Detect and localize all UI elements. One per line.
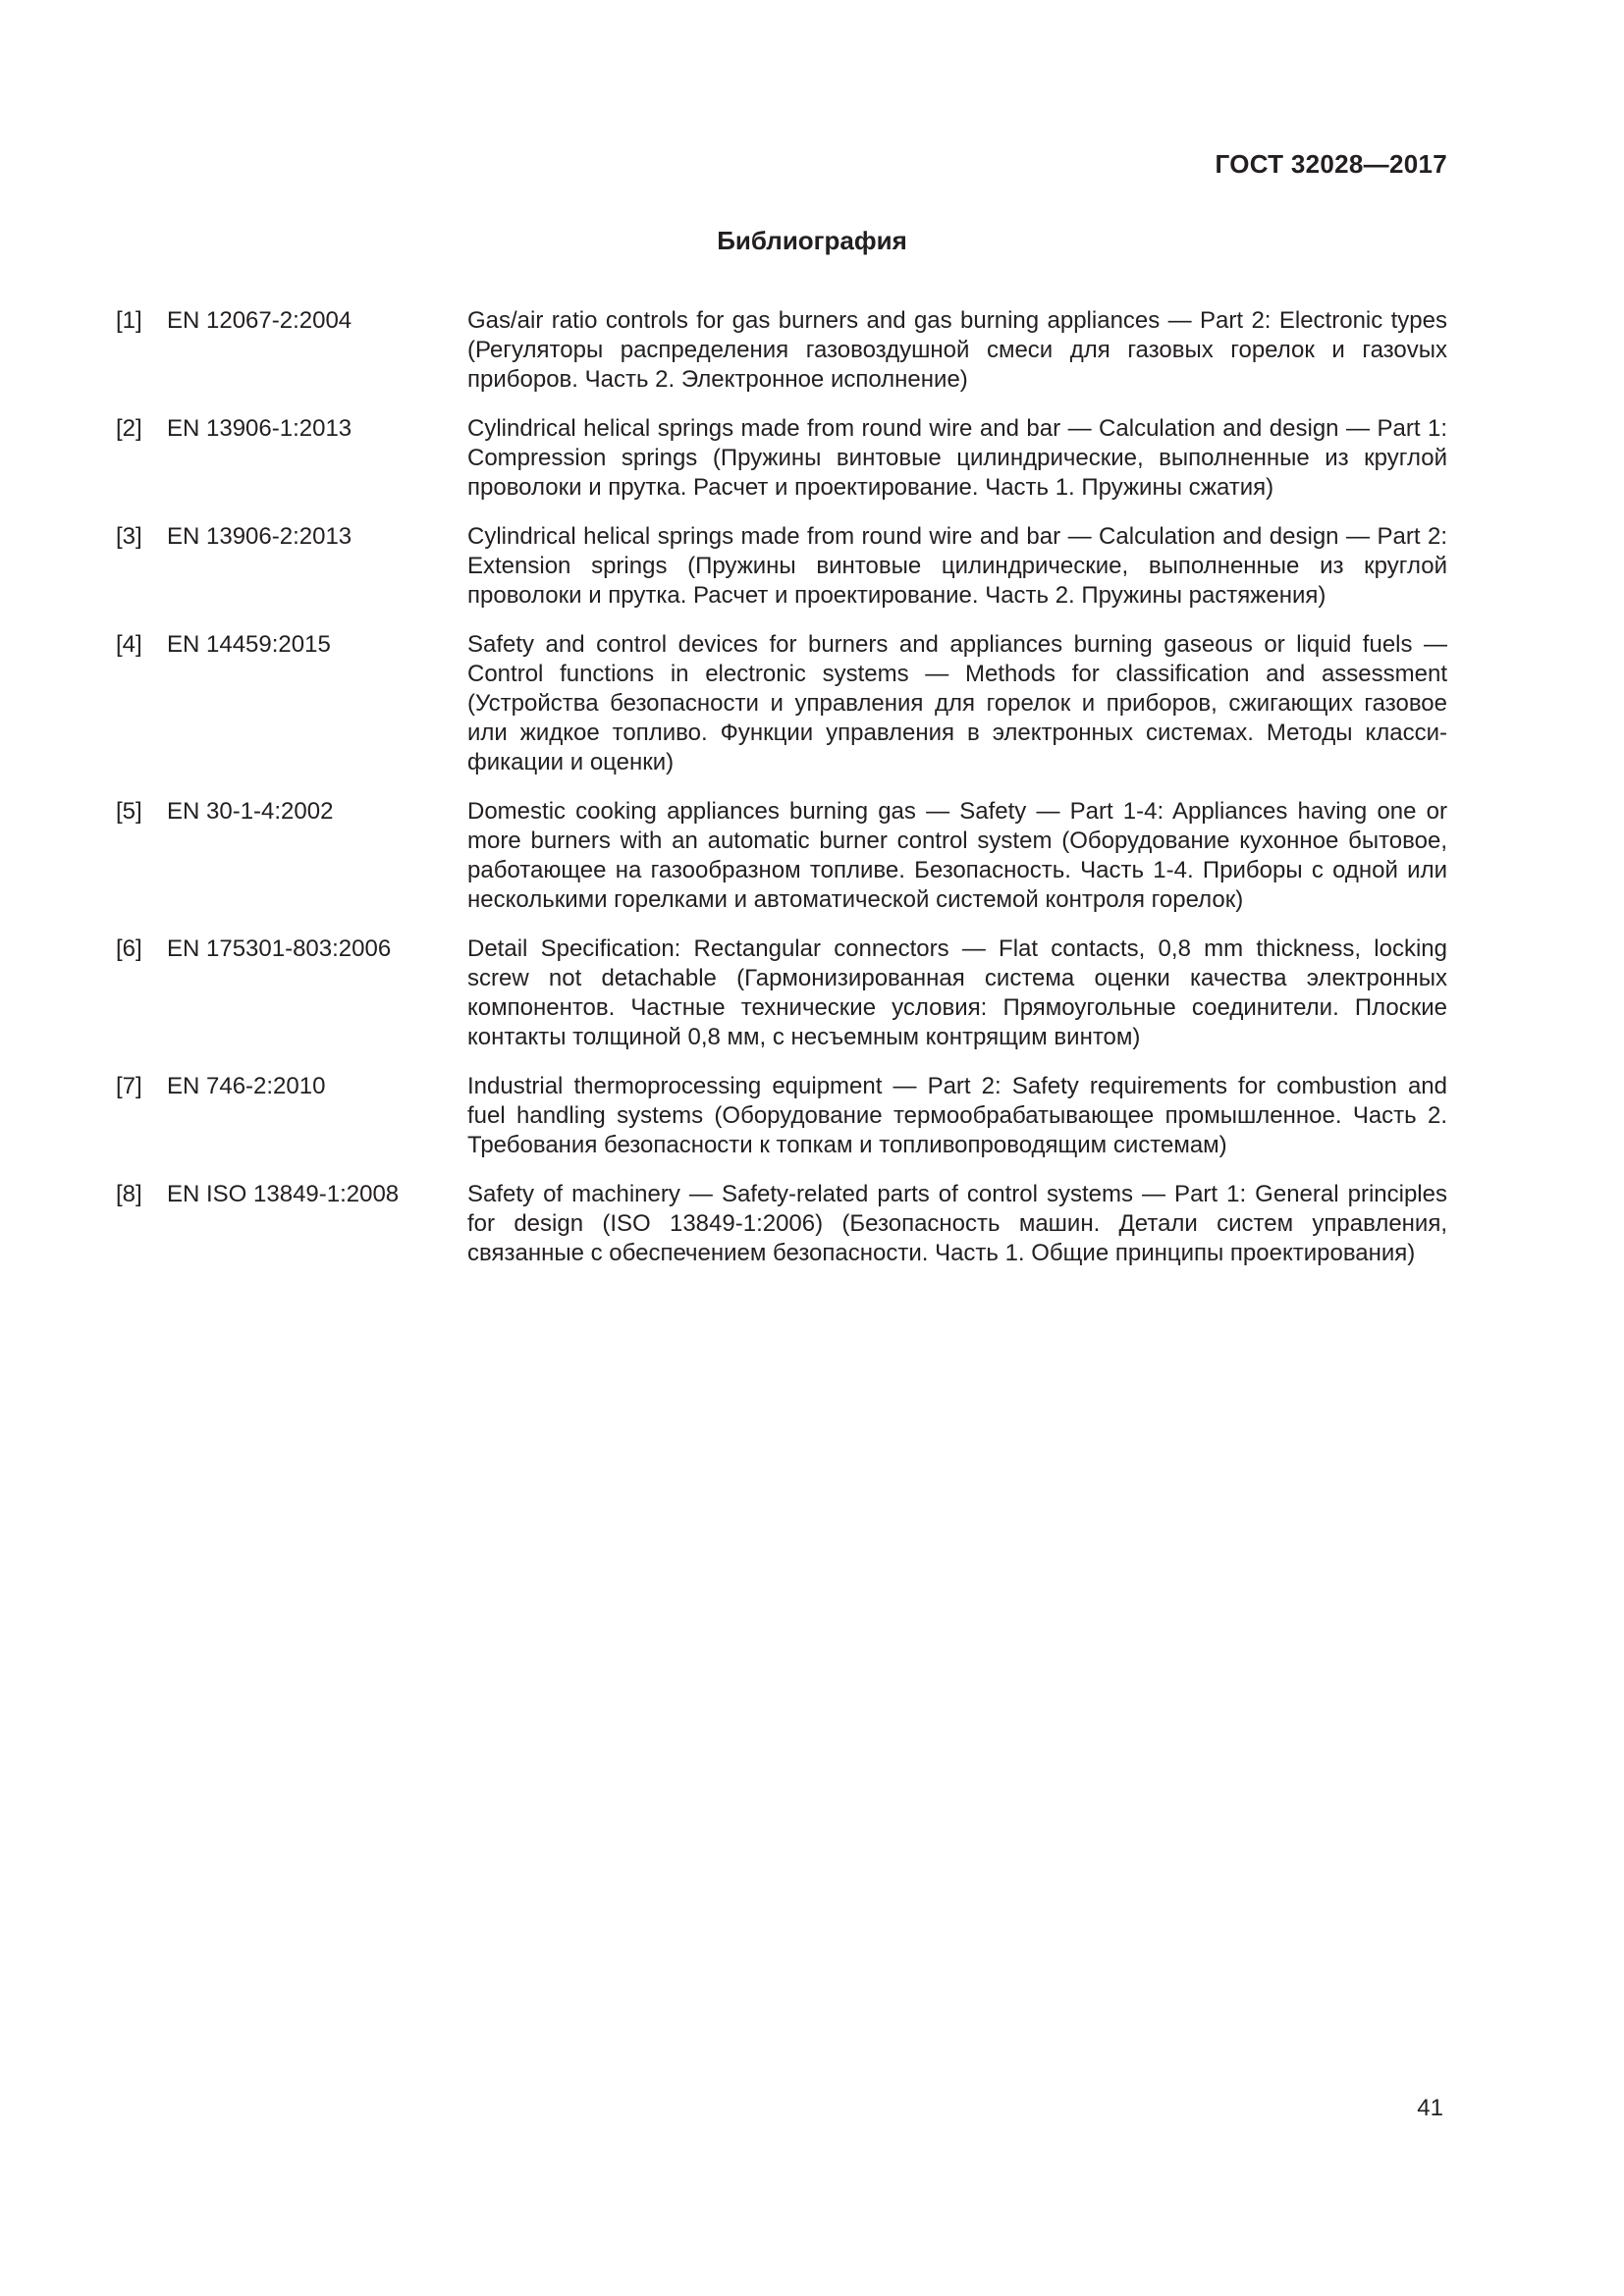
- bibliography-entry: [116, 522, 1447, 611]
- entry-number: [6]: [116, 935, 142, 962]
- entry-description: Cylindrical helical springs made from round wire and bar — Calculation and design — Part 1: Compression springs (Пружины винтовые цилиндрические, выполненные из круглой проволоки и прутка. Расчет и проектирование. Часть 1. Пружины сжатия): [467, 415, 1447, 501]
- bibliography-entry: [116, 306, 1447, 395]
- bibliography-entry: [116, 1072, 1447, 1160]
- entry-number: [4]: [116, 631, 142, 658]
- bibliography-entry: [116, 630, 1447, 777]
- entry-standard-code: EN 12067-2:2004: [167, 307, 352, 334]
- entry-description: Safety of machinery — Safety-related parts of control systems — Part 1: General principles for design (ISO 13849-1:2006) (Безопасность машин. Детали систем управления, связанные с обеспечением безопасности. Часть 1. Общие принципы проектирования): [467, 1181, 1447, 1266]
- entry-standard-code: EN 746-2:2010: [167, 1073, 326, 1099]
- entry-standard-code: EN 30-1-4:2002: [167, 798, 334, 825]
- entry-standard-code: EN 14459:2015: [167, 631, 331, 658]
- entry-description: Domestic cooking appliances burning gas — Safety — Part 1-4: Appliances having one or more burners with an automatic burner control system (Оборудование кухонное бытовое, работающее на газообразном топливе. Безопасность. Часть 1-4. Приборы с одной или несколькими горелками и автоматической системой контроля горелок): [467, 798, 1447, 913]
- entry-description: Gas/air ratio controls for gas burners and gas burning appliances — Part 2: Electronic types (Регуляторы распределения газовоздушной смеси для газовых горелок и газоvых приборов. Часть 2. Электронное исполнение): [467, 307, 1447, 393]
- entry-standard-code: EN 13906-1:2013: [167, 415, 352, 442]
- bibliography-entry: [116, 414, 1447, 503]
- entry-standard-code: EN ISO 13849-1:2008: [167, 1181, 400, 1207]
- entry-description: Cylindrical helical springs made from round wire and bar — Calculation and design — Part 2: Extension springs (Пружины винтовые цилиндрические, выполненные из круглой проволоки и прутка. Расчет и проектирование. Часть 2. Пружины растяжения): [467, 523, 1447, 609]
- entry-number: [5]: [116, 798, 142, 825]
- bibliography-entry: [116, 1180, 1447, 1268]
- entry-number: [8]: [116, 1181, 142, 1207]
- bibliography-entry: [116, 934, 1447, 1052]
- entry-number: [7]: [116, 1073, 142, 1099]
- page-number: 41: [1417, 2095, 1443, 2121]
- entry-standard-code: EN 175301-803:2006: [167, 935, 392, 962]
- entry-description: Safety and control devices for burners and appliances burning gaseous or liquid fuels — Control functions in electronic systems — Methods for classification and assessment (Устройства безопасности и управления для горелок и приборов, сжигающих газовое или жидкое топливо. Функции управления в электронных системах. Методы классификации и оценки): [467, 631, 1447, 775]
- bibliography-entry: [116, 797, 1447, 915]
- document-header: ГОСТ 32028—2017: [1215, 149, 1447, 179]
- entry-number: [3]: [116, 523, 142, 550]
- entry-description: Industrial thermoprocessing equipment — Part 2: Safety requirements for combustion and fuel handling systems (Оборудование термообрабатывающее промышленное. Часть 2. Требования безопасности к топкам и топливопроводящим системам): [467, 1073, 1447, 1158]
- bibliography-list: [116, 306, 1447, 1288]
- entry-number: [2]: [116, 415, 142, 442]
- section-title: Библиография: [717, 226, 907, 255]
- entry-number: [1]: [116, 307, 142, 334]
- entry-description: Detail Specification: Rectangular connectors — Flat contacts, 0,8 mm thickness, locking screw not detachable (Гармонизированная система оценки качества электронных компонентов. Частные технические условия: Прямоугольные соединители. Плоские контакты толщиной 0,8 мм, с несъемным контрящим винтом): [467, 935, 1447, 1050]
- entry-standard-code: EN 13906-2:2013: [167, 523, 352, 550]
